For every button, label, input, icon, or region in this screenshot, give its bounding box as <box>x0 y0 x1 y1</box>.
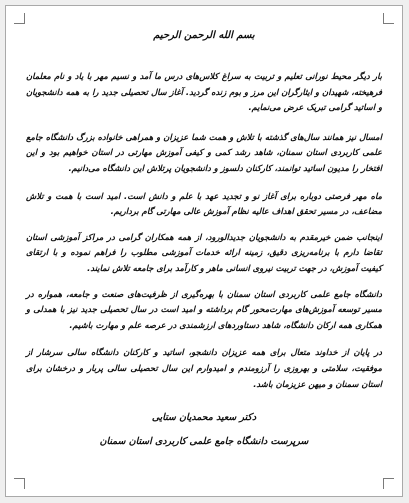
margin-corner-bottom-left <box>14 478 25 489</box>
signatory-title: سرپرست دانشگاه جامع علمی کاربردی استان سمنان <box>99 436 309 447</box>
document-body <box>26 16 382 486</box>
margin-corner-top-left <box>14 13 25 24</box>
paragraph-1: بار دیگر محیط نورانی تعلیم و تربیت به سراغ کلاس‌های درس ما آمد و نسیم مهر با یاد و نام معلمان فرهیخته، شهیدان و ایثارگران این مرز و بوم زنده گردید. آغاز سال تحصیلی جدید را به همه دانشجویان و اساتید گرامی تبریک عرض می‌نمایم. <box>26 71 382 113</box>
paragraph-3: ماه مهر فرصتی دوباره برای آغاز نو و تجدید عهد با علم و دانش است. امید است با همت و تلاش مضاعف، در مسیر تحقق اهداف عالیه نظام آموزش عالی مهارتی گام برداریم. <box>26 190 382 217</box>
document-page <box>5 5 403 497</box>
bismillah-heading: بسم الله الرحمن الرحیم <box>153 30 255 41</box>
margin-corner-top-right <box>383 13 394 24</box>
paragraph-5: دانشگاه جامع علمی کاربردی استان سمنان با بهره‌گیری از ظرفیت‌های صنعت و جامعه، همواره در مسیر توسعه آموزش‌های مهارت‌محور گام برداشته و امید است در سال تحصیلی جدید نیز با همدلی و همکاری همه ارکان دانشگاه، شاهد دستاوردهای ارزشمندی در عرصه علم و مهارت باشیم. <box>26 288 382 330</box>
paragraph-4: اینجانب ضمن خیرمقدم به دانشجویان جدیدالورود، از همه همکاران گرامی در مراکز آموزشی استان تقاضا دارم با برنامه‌ریزی دقیق، زمینه ارائه خدمات آموزشی مطلوب را فراهم نموده و با ارتقای کیفیت آموزش، در جهت تربیت نیروی انسانی ماهر و کارآمد برای جامعه تلاش نمایند. <box>26 231 382 273</box>
paragraph-2: امسال نیز همانند سال‌های گذشته با تلاش و همت شما عزیزان و همراهی خانواده بزرگ دانشگاه جامع علمی کاربردی استان سمنان، شاهد رشد کمی و کیفی آموزش مهارتی در استان خواهیم بود و این افتخار را مدیون اساتید توانمند، کارکنان دلسوز و دانشجویان پرتلاش این دانشگاه می‌دانیم. <box>26 131 382 173</box>
signature-block <box>26 412 382 447</box>
signatory-name: دکتر سعید محمدیان ستایی <box>151 412 257 423</box>
paragraph-6: در پایان از خداوند متعال برای همه عزیزان دانشجو، اساتید و کارکنان دانشگاه سالی سرشار از موفقیت، سلامتی و بهروزی را آرزومندم و امیدوارم این سال تحصیلی سالی پربار و درخشان برای استان سمنان و میهن عزیزمان باشد. <box>26 347 382 389</box>
margin-corner-bottom-right <box>383 478 394 489</box>
